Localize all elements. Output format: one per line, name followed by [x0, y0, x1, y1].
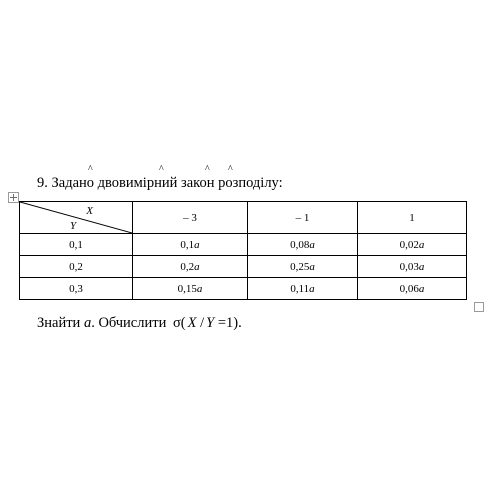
problem-statement — [37, 174, 283, 192]
formula: σ( X / Y =1). — [172, 315, 242, 331]
corner-label-y: Y — [70, 220, 77, 232]
probability-cell: 0,06a — [358, 278, 467, 300]
table-move-handle-icon[interactable] — [8, 192, 19, 203]
probability-cell: 0,25a — [248, 256, 358, 278]
distribution-table — [19, 201, 467, 300]
x-value-cell: 1 — [358, 202, 467, 234]
accent-mark: ^ — [88, 164, 93, 175]
table-header-row — [20, 202, 467, 234]
table-row — [20, 278, 467, 300]
y-value-cell: 0,1 — [20, 234, 133, 256]
probability-cell: 0,15a — [133, 278, 248, 300]
x-value-cell: – 3 — [133, 202, 248, 234]
accent-mark: ^ — [205, 164, 210, 175]
probability-cell: 0,03a — [358, 256, 467, 278]
table-row — [20, 256, 467, 278]
probability-cell: 0,08a — [248, 234, 358, 256]
corner-cell — [20, 202, 133, 234]
probability-cell: 0,2a — [133, 256, 248, 278]
probability-cell: 0,02a — [358, 234, 467, 256]
probability-cell: 0,1a — [133, 234, 248, 256]
x-value-cell: – 1 — [248, 202, 358, 234]
y-value-cell: 0,2 — [20, 256, 133, 278]
accent-mark: ^ — [228, 164, 233, 175]
problem-text: Задано двовимірний закон розподілу: — [51, 175, 283, 191]
task-compute-text: . Обчислити — [91, 315, 167, 331]
task-statement — [37, 314, 242, 332]
accent-mark: ^ — [159, 164, 164, 175]
y-value-cell: 0,3 — [20, 278, 133, 300]
table-resize-handle-icon[interactable] — [474, 302, 484, 312]
probability-cell: 0,11a — [248, 278, 358, 300]
corner-label-x: X — [86, 205, 93, 217]
problem-number: 9. — [37, 175, 48, 191]
task-param: a — [83, 315, 92, 331]
task-find-text: Знайти — [37, 315, 81, 331]
table-row — [20, 234, 467, 256]
